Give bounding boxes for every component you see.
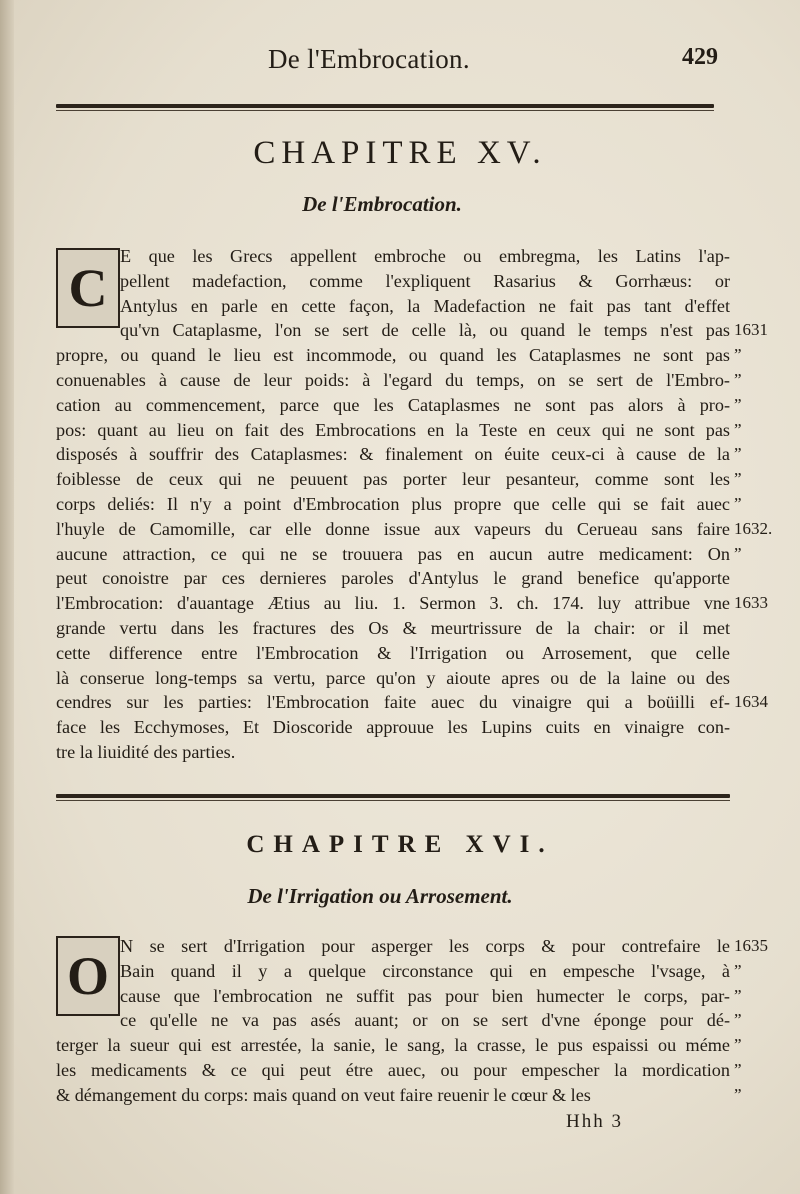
text-line: pellent madefaction, comme l'expliquent Rasarius & Gorrhæus: or	[120, 270, 730, 291]
chapter-16-text	[56, 934, 730, 1108]
margin-note: ”	[734, 369, 742, 389]
text-line: l'huyle de Camomille, car elle donne issue aux vapeurs du Cerueau sans faire	[56, 518, 730, 539]
text-line: E que les Grecs appellent embroche ou embregma, les Latins l'ap-	[120, 246, 730, 266]
page-gutter	[0, 0, 14, 1194]
margin-note	[734, 566, 794, 591]
text-line: tre la liuidité des parties.	[56, 741, 236, 762]
chapter-15-text	[56, 244, 730, 765]
text-line: qu'vn Cataplasme, l'on se sert de celle là, ou quand le temps n'est pas	[120, 320, 730, 341]
text-line: les medicaments & ce qui peut étre auec, ou pour empescher la mordication	[56, 1059, 730, 1080]
margin-note: ”	[734, 985, 742, 1005]
running-head: De l'Embrocation.	[268, 44, 470, 74]
margin-note	[734, 294, 794, 319]
margin-note: ”	[734, 469, 742, 489]
text-line: cation au commencement, parce que les Cataplasmes ne sont pas alors à pro-	[56, 394, 730, 415]
margin-note: ”	[734, 1010, 742, 1030]
margin-note: ”	[734, 960, 742, 980]
text-line: face les Ecchymoses, Et Dioscoride approuue les Lupins cuits en vinaigre con-	[56, 717, 730, 738]
text-line: pos: quant au lieu on fait des Embrocations en la Teste en ceux qui ne sont pas	[56, 419, 730, 440]
margin-note: ”	[734, 543, 742, 563]
text-line: ce qu'elle ne va pas asés auant; or on se sert d'vne éponge pour dé-	[120, 1010, 730, 1031]
margin-note: 1631	[734, 320, 768, 340]
margin-note: 1634	[734, 692, 768, 712]
margin-note	[734, 269, 794, 294]
chapter-16-margin-notes	[734, 934, 794, 1108]
dropcap-letter: C	[68, 258, 108, 318]
margin-note: 1635	[734, 936, 768, 955]
text-line: terger la sueur qui est arrestée, la sanie, le sang, la crasse, le pus espaissi ou méme	[56, 1035, 730, 1056]
text-line: cendres sur les parties: l'Embrocation faite auec du vinaigre qui a boüilli ef-	[56, 692, 730, 713]
margin-note: ”	[734, 394, 742, 414]
margin-note: ”	[734, 1059, 742, 1079]
text-line: l'Embrocation: d'auantage Ætius au liu. 1. Sermon 3. ch. 174. luy attribue vne	[56, 593, 730, 614]
text-line: disposés à souffrir des Cataplasmes: & finalement on éuite ceux-ci à cause de la	[56, 444, 730, 465]
text-line: peut conoistre par ces dernieres paroles d'Antylus le grand benefice qu'apporte	[56, 568, 730, 589]
chapter-15-subtitle: De l'Embrocation.	[302, 192, 462, 216]
margin-note	[734, 715, 794, 740]
text-line: aucune attraction, ce qui ne se trouuera pas en aucun autre medicament: On	[56, 543, 730, 564]
margin-note: ”	[734, 345, 742, 365]
dropcap-letter: O	[66, 946, 109, 1006]
margin-note	[734, 666, 794, 691]
text-line: N se sert d'Irrigation pour asperger les corps & pour contrefaire le	[120, 936, 730, 956]
margin-note: ”	[734, 1035, 742, 1055]
text-line: corps deliés: Il n'y a point d'Embrocation plus propre que celle qui se fait auec	[56, 493, 730, 514]
chapter-16-title: CHAPITRE XVI.	[246, 831, 554, 858]
margin-note: ”	[734, 493, 742, 513]
margin-note: ”	[734, 444, 742, 464]
text-line: foiblesse de ceux qui ne peuuent pas porter leur pesanteur, comme sont les	[56, 469, 730, 490]
signature-mark: Hhh 3	[566, 1111, 623, 1132]
text-line: là conserue long-temps sa vertu, parce qu'on y aioute apres ou de la laine ou des	[56, 667, 730, 688]
margin-note: ”	[734, 419, 742, 439]
text-line: cause que l'embrocation ne suffit pas pour bien humecter le corps, par-	[120, 985, 730, 1006]
margin-note	[734, 740, 794, 765]
section-rule	[56, 794, 730, 798]
text-line: grande vertu dans les fractures des Os & meurtrissure de la chair: or il met	[56, 617, 730, 638]
chapter-15-title: CHAPITRE XV.	[253, 135, 547, 171]
text-line: conuenables à cause de leur poids: à l'egard du temps, on se sert de l'Embro-	[56, 369, 730, 390]
text-line: propre, ou quand le lieu est incommode, ou quand les Cataplasmes ne sont pas	[56, 345, 730, 366]
chapter-16-subtitle: De l'Irrigation ou Arrosement.	[247, 884, 513, 908]
text-line: & démangement du corps: mais quand on veut faire reuenir le cœur & les	[56, 1084, 591, 1105]
margin-note	[734, 244, 794, 269]
text-line: Bain quand il y a quelque circonstance qui en empesche l'vsage, à	[120, 960, 730, 981]
page-header	[0, 42, 800, 82]
top-rule	[56, 104, 714, 108]
page-number: 429	[682, 44, 718, 70]
chapter-15-margin-notes	[734, 244, 794, 765]
margin-note	[734, 641, 794, 666]
margin-note: 1633	[734, 593, 768, 613]
margin-note: 1632.	[734, 518, 773, 538]
margin-note: ”	[734, 1084, 742, 1104]
text-line: cette difference entre l'Embrocation & l'Irrigation ou Arrosement, que celle	[56, 642, 730, 663]
text-line: Antylus en parle en cette façon, la Madefaction ne fait pas tant d'effet	[120, 295, 730, 316]
margin-note	[734, 616, 794, 641]
